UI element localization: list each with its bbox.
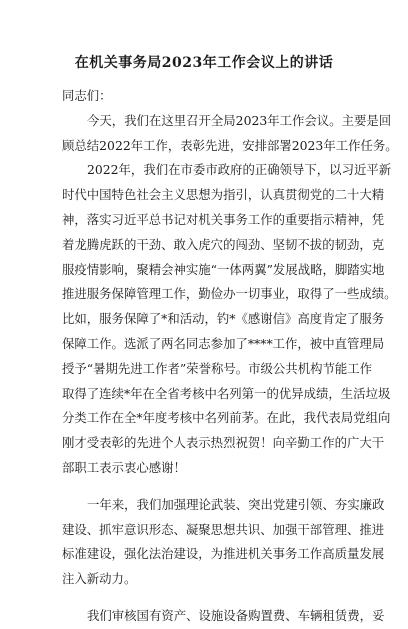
paragraph-line: 授予“暑期先进工作者”荣誉称号。市级公共机构节能工作 xyxy=(62,360,373,376)
paragraph-line: 推进服务保障管理工作，勤俭办一切事业，取得了一些成绩。 xyxy=(62,286,397,302)
paragraph-line: 一年来，我们加强理论武装、突出党建引领、夯实廉政 xyxy=(87,496,385,512)
paragraph-line: 2022年，我们在市委市政府的正确领导下，以习近平新 xyxy=(87,162,392,178)
document-title: 在机关事务局2023年工作会议上的讲话 xyxy=(74,55,334,71)
paragraph-line: 今天，我们在这里召开全局2023年工作会议。主要是回 xyxy=(87,112,392,128)
paragraph-line: 分类工作在全*年度考核中名列前茅。在此，我代表局党组向 xyxy=(62,410,391,426)
paragraph-line: 取得了连续*年在全省考核中名列第一的优异成绩，生活垃圾 xyxy=(62,385,391,401)
paragraph-line: 神，落实习近平总书记对机关事务工作的重要指示精神，凭 xyxy=(62,211,385,227)
document-body xyxy=(62,84,398,629)
paragraph-line: 着龙腾虎跃的干劲、敢入虎穴的闯劲、坚韧不拔的韧劲，克 xyxy=(62,236,385,252)
paragraph-line: 时代中国特色社会主义思想为指引，认真贯彻党的二十大精 xyxy=(62,187,385,203)
paragraph-line: 标准建设，强化法治建设，为推进机关事务工作高质量发展 xyxy=(62,546,385,562)
paragraph-line: 注入新动力。 xyxy=(62,571,137,587)
paragraph-line: 建设、抓牢意识形态、凝聚思想共识、加强干部管理、推进 xyxy=(62,521,385,537)
paragraph-line: 刚才受表彰的先进个人表示热烈祝贺！向辛勤工作的广大干 xyxy=(62,435,385,451)
paragraph-line: 部职工表示衷心感谢！ xyxy=(62,459,186,475)
paragraph-line: 服疫情影响，聚精会神实施“一体两翼”发展战略，脚踏实地 xyxy=(62,261,385,277)
paragraph-line: 顾总结2022年工作，表彰先进，安排部署2023年工作任务。 xyxy=(62,137,398,153)
paragraph-line: 比如，服务保障了*和活动，钓*《感谢信》高度肯定了服务 xyxy=(62,311,385,327)
paragraph-line: 我们审核国有资产、设施设备购置费、车辆租赁费，妥 xyxy=(87,607,385,623)
salutation-line: 同志们： xyxy=(62,88,112,103)
paragraph-line: 保障工作。选派了两名同志参加了****工作，被中直管理局 xyxy=(62,335,385,351)
